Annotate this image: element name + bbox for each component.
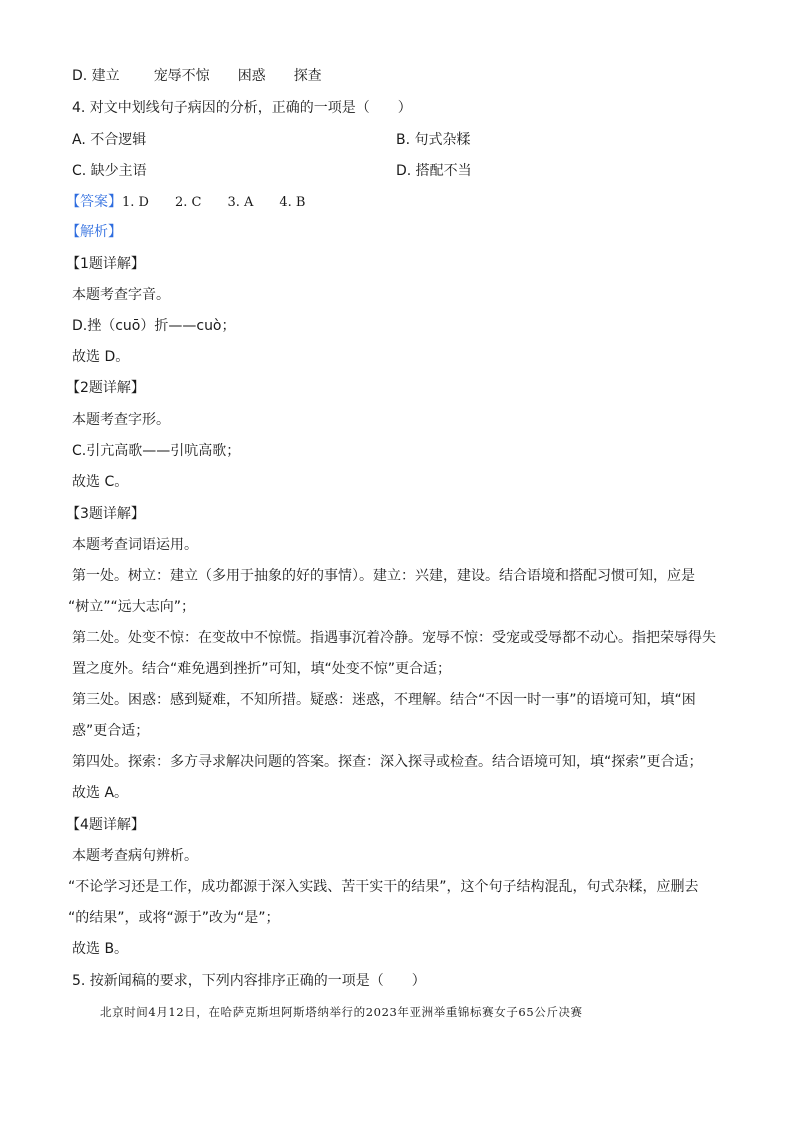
analysis-tag: 【解析】 (66, 224, 122, 240)
detail3-line3: “树立”“远大志向”； (68, 599, 196, 615)
q4-option-d: D. 搭配不当 (396, 163, 472, 179)
q4-option-c: C. 缺少主语 (72, 163, 147, 179)
detail2-line1: 本题考查字形。 (72, 412, 170, 428)
q3-option-d-word2: 宠辱不惊 (153, 68, 210, 84)
q3-option-d-label: D. 建立 (72, 68, 120, 84)
detail3-line6: 第三处。困惑：感到疑难，不知所措。疑惑：迷惑，不理解。结合“不因一时一事”的语境可知，填“困 (72, 692, 696, 708)
q3-option-d (72, 66, 322, 86)
detail4-line1: 本题考查病句辨析。 (72, 848, 198, 864)
q4-option-b: B. 句式杂糅 (396, 132, 471, 148)
answer-tag: 【答案】 (66, 194, 122, 210)
detail2-tag: 【2题详解】 (66, 380, 145, 396)
detail3-line4: 第二处。处变不惊：在变故中不惊慌。指遇事沉着冷静。宠辱不惊：受宠或受辱都不动心。指把荣辱得失 (72, 630, 716, 646)
detail4-line2: “不论学习还是工作，成功都源于深入实践、苦干实干的结果”，这个句子结构混乱，句式杂糅，应删去 (68, 879, 699, 895)
answer-item-2: 2. C (174, 195, 202, 210)
detail3-line9: 故选 A。 (72, 785, 129, 801)
detail3-tag: 【3题详解】 (66, 506, 145, 522)
answer-item-1: 1. D (122, 195, 149, 210)
q5-passage-line: 北京时间4月12日，在哈萨克斯坦阿斯塔纳举行的2023年亚洲举重锦标赛女子65公斤决赛 (100, 1005, 583, 1019)
q3-option-d-word3: 困惑 (237, 68, 266, 84)
answer-item-3: 3. A (227, 195, 254, 210)
detail2-line2: C.引亢高歌——引吭高歌； (72, 443, 241, 459)
answer-item-4: 4. B (279, 195, 306, 210)
detail1-tag: 【1题详解】 (66, 256, 145, 272)
detail3-line2: 第一处。树立：建立（多用于抽象的好的事情）。建立：兴建，建设。结合语境和搭配习惯可知，应是 (72, 568, 695, 584)
detail4-line4: 故选 B。 (72, 941, 129, 957)
detail4-tag: 【4题详解】 (66, 817, 145, 833)
detail1-line2: D.挫（cuō）折——cuò； (72, 318, 236, 334)
detail3-line8: 第四处。探索：多方寻求解决问题的答案。探查：深入探寻或检查。结合语境可知，填“探索”更合适； (72, 754, 703, 770)
detail3-line1: 本题考查词语运用。 (72, 537, 198, 553)
detail1-line1: 本题考查字音。 (72, 287, 170, 303)
detail3-line5: 置之度外。结合“难免遇到挫折”可知，填“处变不惊”更合适； (72, 661, 452, 677)
answer-line (66, 192, 305, 213)
detail1-line3: 故选 D。 (72, 349, 130, 365)
detail3-line7: 惑”更合适； (72, 723, 150, 739)
q5-stem: 5. 按新闻稿的要求，下列内容排序正确的一项是（ ） (72, 973, 426, 989)
q4-option-a: A. 不合逻辑 (72, 132, 147, 148)
q4-stem: 4. 对文中划线句子病因的分析，正确的一项是（ ） (72, 100, 412, 116)
detail4-line3: “的结果”，或将“源于”改为“是”； (68, 910, 280, 926)
q3-option-d-word4: 探查 (293, 68, 322, 84)
detail2-line3: 故选 C。 (72, 474, 129, 490)
